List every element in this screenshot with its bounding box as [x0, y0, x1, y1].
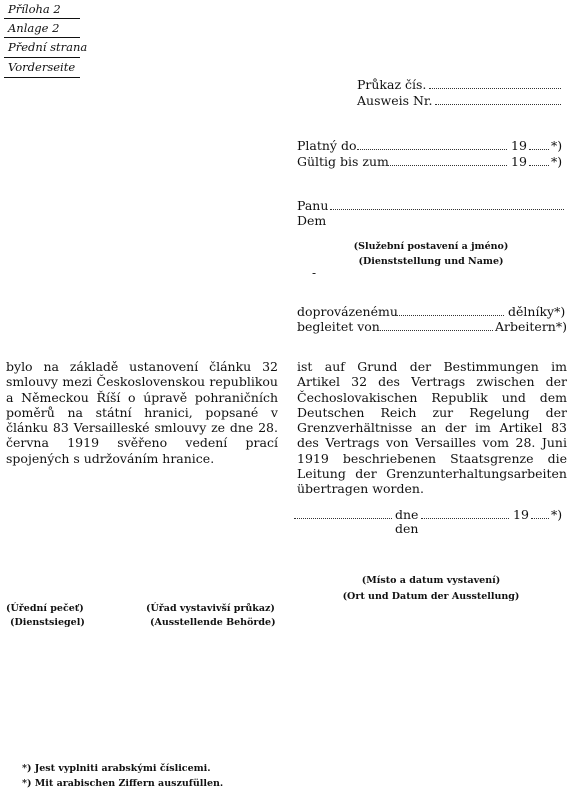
- valid-until-label-de: Gültig bis zum: [297, 154, 389, 169]
- permit-number-field[interactable]: [429, 88, 561, 89]
- date-field[interactable]: [421, 518, 509, 519]
- footnote-cz: *) Jest vyplniti arabskými číslicemi.: [22, 763, 211, 774]
- header-rule: [4, 37, 80, 38]
- valid-year-field-de[interactable]: [529, 165, 549, 166]
- footnote-de: *) Mit arabischen Ziffern auszufüllen.: [22, 778, 224, 789]
- service-name-caption-cz: (Služební postavení a jméno): [353, 241, 509, 252]
- valid-until-label-cz: Platný do: [297, 138, 357, 153]
- date-year-prefix: 19: [513, 507, 529, 522]
- workers-count-field-de[interactable]: [378, 330, 493, 331]
- permit-number-label-de: Ausweis Nr.: [357, 93, 433, 108]
- recipient-name-field[interactable]: [330, 209, 564, 210]
- date-year-field[interactable]: [531, 518, 549, 519]
- issuing-office-caption-cz: (Úřad vystavivší průkaz): [146, 603, 275, 614]
- front-side-label-de: Vorderseite: [8, 60, 76, 74]
- footnote-mark: *): [551, 154, 563, 169]
- header-rule: [4, 57, 80, 58]
- footnote-mark: *): [551, 138, 563, 153]
- valid-until-field[interactable]: [357, 149, 507, 150]
- workers-count-field[interactable]: [392, 315, 504, 316]
- place-field[interactable]: [294, 518, 392, 519]
- body-text-cz: bylo na základě ustanovení článku 32 smlouvy mezi Československou republikou a Německou Říší o úpravě pohraničních poměrů na státní hranici, popsané v článku 83 Versailleské smlouvy ze dne 28. června 1919 svěřeno vedení prací spojených s udržováním hranice.: [6, 359, 278, 466]
- accompanied-label-cz: doprovázenému: [297, 304, 398, 319]
- workers-label-de: Arbeitern*): [495, 319, 567, 334]
- stray-dash: -: [312, 266, 317, 280]
- valid-year-field[interactable]: [529, 149, 549, 150]
- service-name-caption-de: (Dienststellung und Name): [358, 256, 504, 267]
- date-label-cz: dne: [395, 507, 419, 522]
- date-label-de: den: [395, 521, 419, 536]
- accompanied-label-de: begleitet von: [297, 319, 380, 334]
- place-date-caption-de: (Ort und Datum der Ausstellung): [342, 591, 520, 602]
- official-seal-caption-cz: (Úřední pečeť): [6, 603, 84, 614]
- issuing-office-caption-de: (Ausstellende Behörde): [150, 617, 276, 628]
- place-date-caption-cz: (Místo a datum vystavení): [361, 575, 501, 586]
- header-rule: [4, 18, 80, 19]
- valid-year-prefix-de: 19: [511, 154, 527, 169]
- annex-label-de: Anlage 2: [8, 21, 60, 35]
- body-text-de: ist auf Grund der Bestimmungen im Artikel 32 des Vertrags zwischen der Čechoslovakischen Republik und dem Deutschen Reich zur Regelung der Grenzverhältnisse an der im Artikel 83 des Vertrags von Versailles vom 28. Juni 1919 beschriebenen Staatsgrenze die Leitung der Grenzunterhaltungsarbeiten übertragen worden.: [297, 359, 567, 497]
- header-rule: [4, 77, 80, 78]
- annex-label-cz: Příloha 2: [8, 2, 61, 16]
- permit-number-field-de[interactable]: [435, 104, 561, 105]
- official-seal-caption-de: (Dienstsiegel): [10, 617, 85, 628]
- recipient-label-cz: Panu: [297, 198, 329, 213]
- valid-year-prefix: 19: [511, 138, 527, 153]
- footnote-mark: *): [551, 507, 563, 522]
- permit-number-label-cz: Průkaz čís.: [357, 77, 427, 92]
- recipient-label-de: Dem: [297, 213, 327, 228]
- front-side-label-cz: Přední strana: [8, 40, 88, 54]
- valid-until-field-de[interactable]: [386, 165, 507, 166]
- workers-label-cz: dělníky*): [508, 304, 566, 319]
